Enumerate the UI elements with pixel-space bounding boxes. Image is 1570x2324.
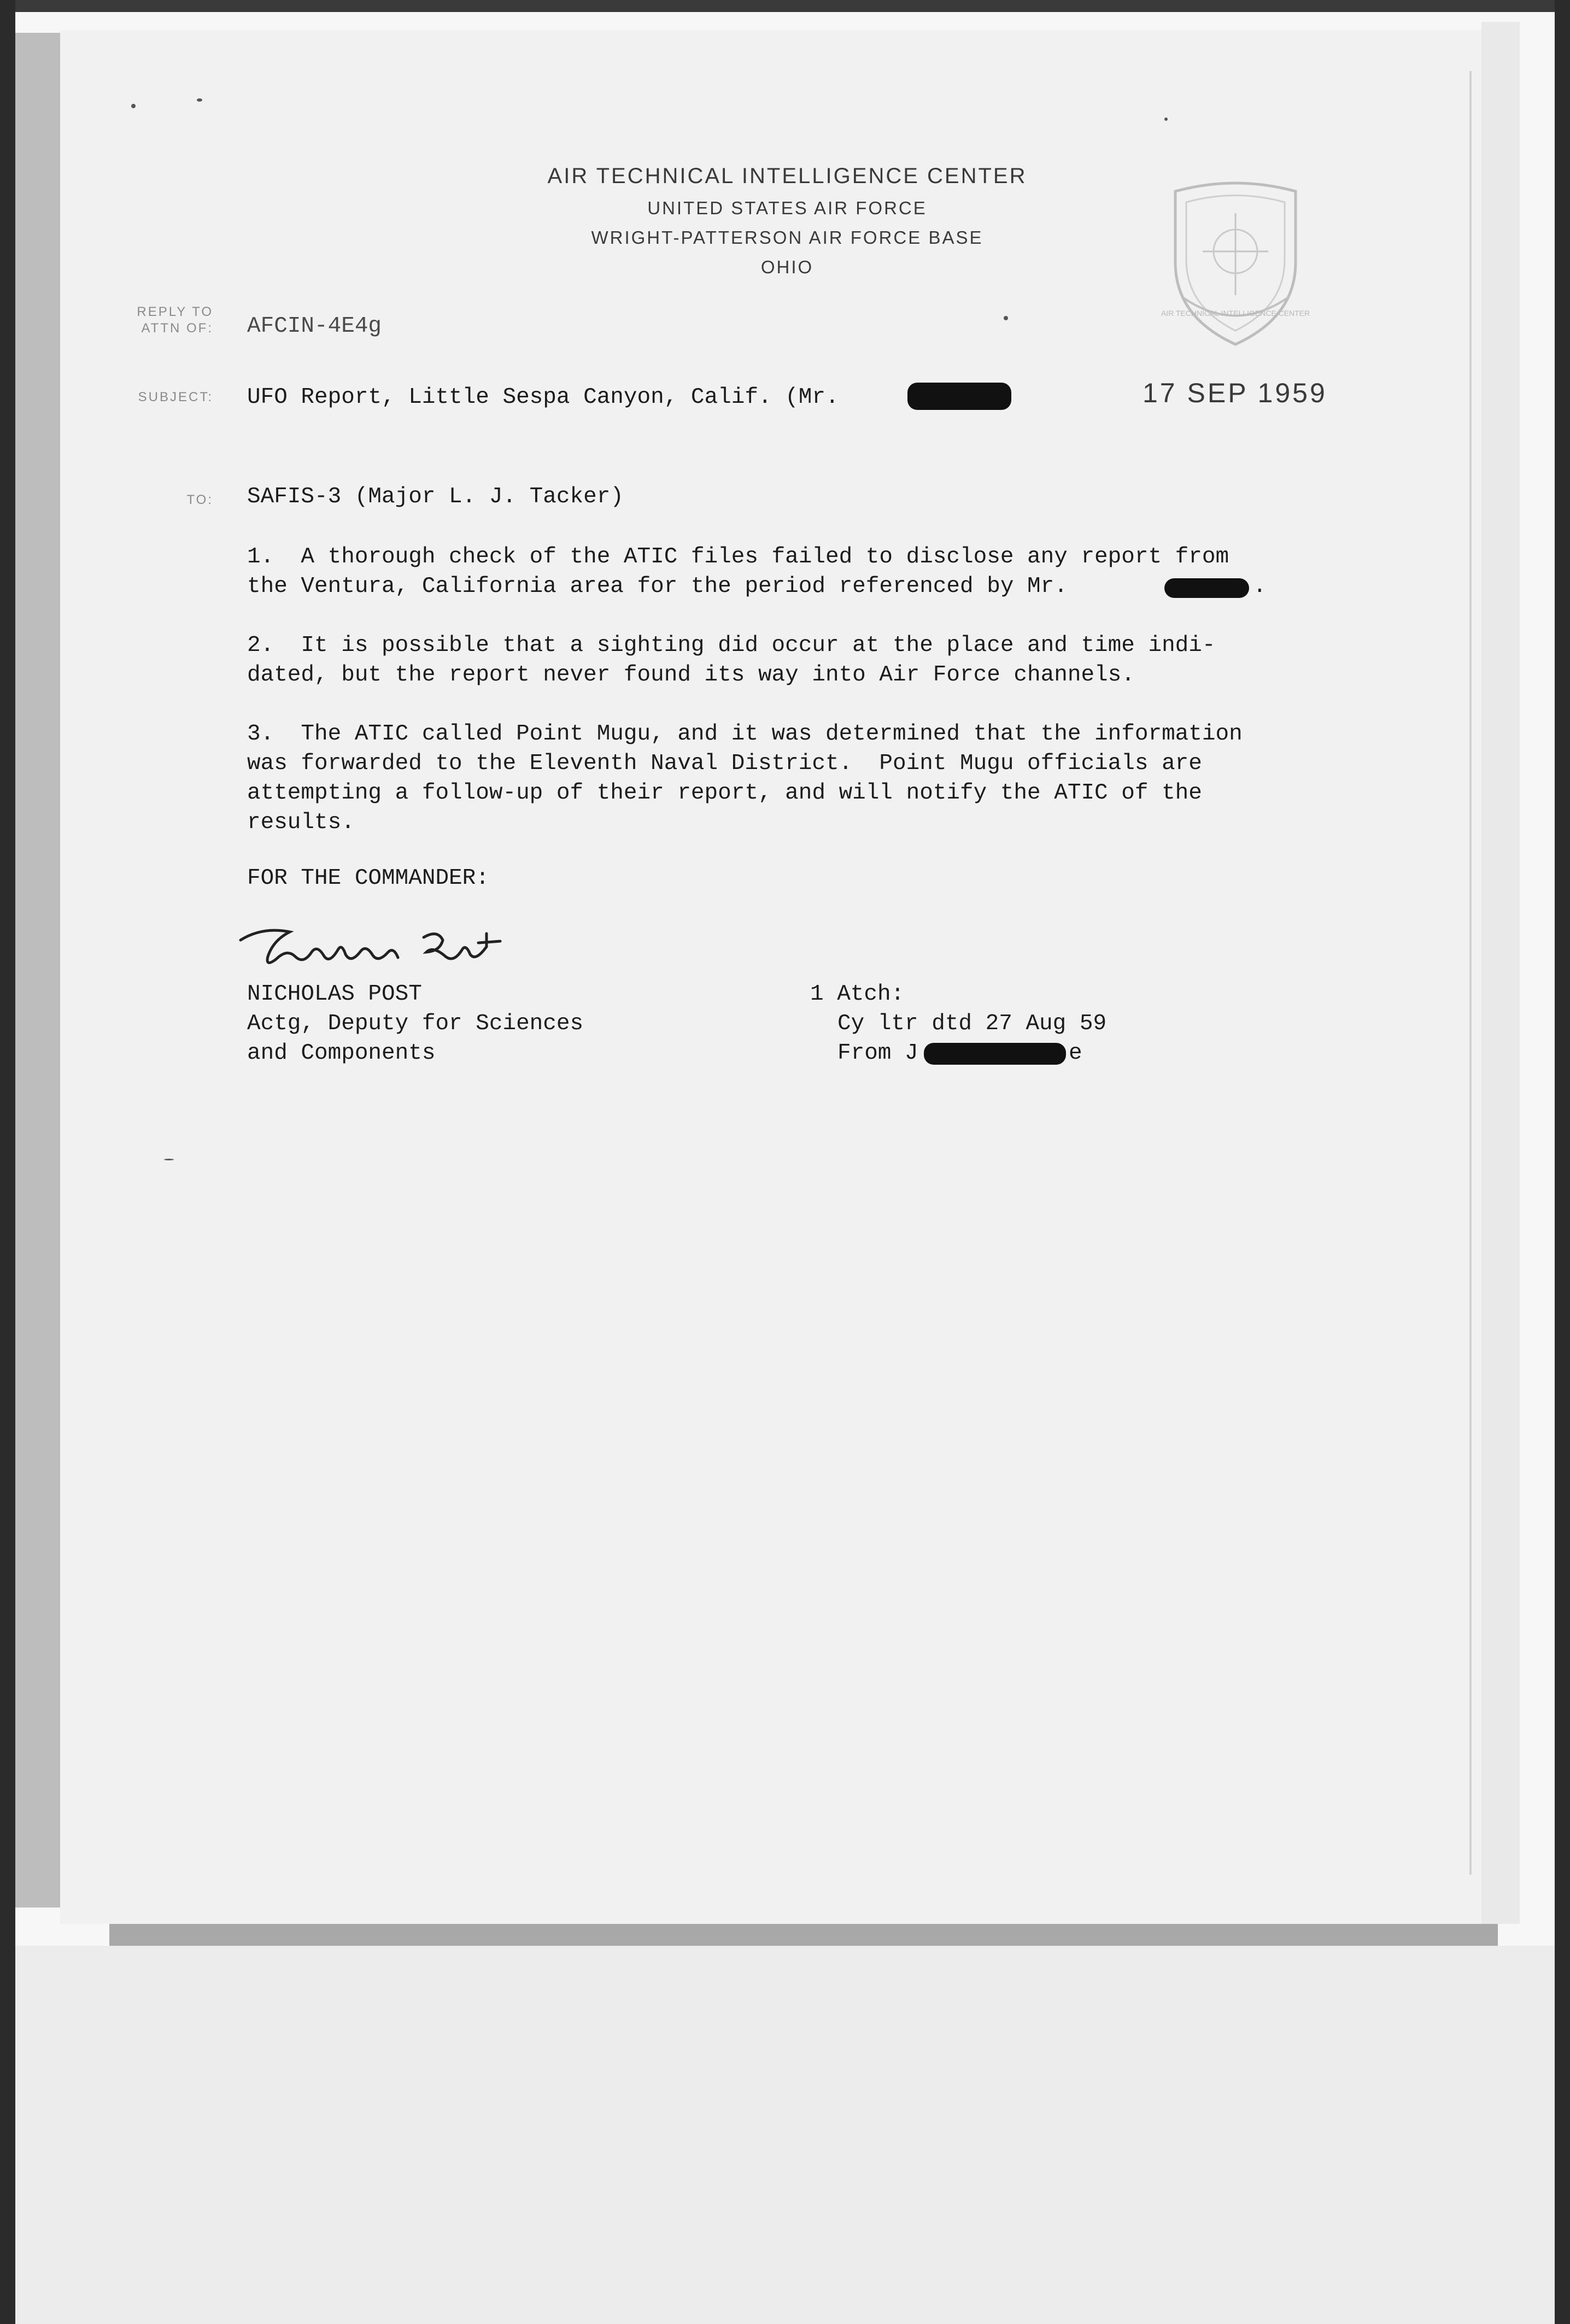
page-shadow-left (15, 33, 65, 1908)
paragraph-1-line-1: 1. A thorough check of the ATIC files failed to disclose any report from (247, 544, 1229, 570)
to-label: TO: (186, 492, 213, 507)
signature-icon (230, 918, 536, 978)
attachment-count: 1 Atch: (810, 982, 905, 1007)
paragraph-2-line-1: 2. It is possible that a sighting did occur at the place and time indi- (247, 633, 1216, 658)
signer-title-line-1: Actg, Deputy for Sciences (247, 1011, 584, 1036)
subject-redaction (907, 383, 1011, 410)
atic-seal-icon (1153, 169, 1317, 350)
letterhead-center-name: AIR TECHNICAL INTELLIGENCE CENTER (547, 164, 1027, 188)
scan-speck (1004, 316, 1008, 320)
signer-title-line-2: and Components (247, 1041, 436, 1066)
under-sheet (15, 1946, 1555, 2324)
signature-text: Nicholas Post (230, 977, 234, 978)
paragraph-3-line-3: attempting a follow-up of their report, and will notify the ATIC of the (247, 780, 1202, 806)
subject-label: SUBJECT: (138, 390, 213, 404)
film-edge-right (1555, 0, 1570, 2324)
reply-to-label-line1: REPLY TO (137, 304, 213, 319)
scan-speck (197, 98, 202, 102)
attachment-from-prefix: From J (837, 1041, 918, 1066)
letterhead-service: UNITED STATES AIR FORCE (647, 198, 927, 218)
date-stamp: 17 SEP 1959 (1143, 378, 1327, 408)
reply-to-label-line2: ATTN OF: (141, 321, 213, 336)
scan-speck (1164, 118, 1168, 121)
paragraph-2-line-2: dated, but the report never found its way into Air Force channels. (247, 662, 1135, 688)
paragraph-3-line-4: results. (247, 810, 355, 835)
subject-value: UFO Report, Little Sespa Canyon, Calif. (Mr. (247, 385, 839, 410)
film-edge-top (0, 0, 1570, 12)
page-shadow-bottom (109, 1924, 1498, 1946)
attachment-from-suffix: e (1069, 1041, 1082, 1066)
page-right-strip (1481, 22, 1520, 1924)
to-value: SAFIS-3 (Major L. J. Tacker) (247, 484, 624, 509)
film-edge-left (0, 0, 15, 2324)
signer-name: NICHOLAS POST (247, 982, 422, 1007)
attachment-redaction (924, 1043, 1066, 1065)
page-right-edge-line (1469, 71, 1472, 1875)
paragraph-3-line-1: 3. The ATIC called Point Mugu, and it was determined that the information (247, 721, 1243, 747)
reply-to-value: AFCIN-4E4g (247, 314, 382, 339)
attachment-description: Cy ltr dtd 27 Aug 59 (837, 1011, 1107, 1036)
scan-speck (131, 104, 136, 108)
reply-to-label (120, 304, 213, 337)
letterhead-base: WRIGHT-PATTERSON AIR FORCE BASE (591, 227, 983, 248)
closing-line: FOR THE COMMANDER: (247, 866, 489, 891)
paragraph-1-end: . (1253, 574, 1267, 599)
scan-speck (164, 1159, 174, 1160)
seal-text: AIR TECHNICAL INTELLIGENCE CENTER (1161, 309, 1310, 318)
paragraph-3-line-2: was forwarded to the Eleventh Naval District. Point Mugu officials are (247, 751, 1202, 776)
paragraph-1-line-2: the Ventura, California area for the period referenced by Mr. (247, 574, 1068, 599)
paragraph-1-redaction (1164, 578, 1249, 598)
letterhead-state: OHIO (760, 257, 814, 277)
